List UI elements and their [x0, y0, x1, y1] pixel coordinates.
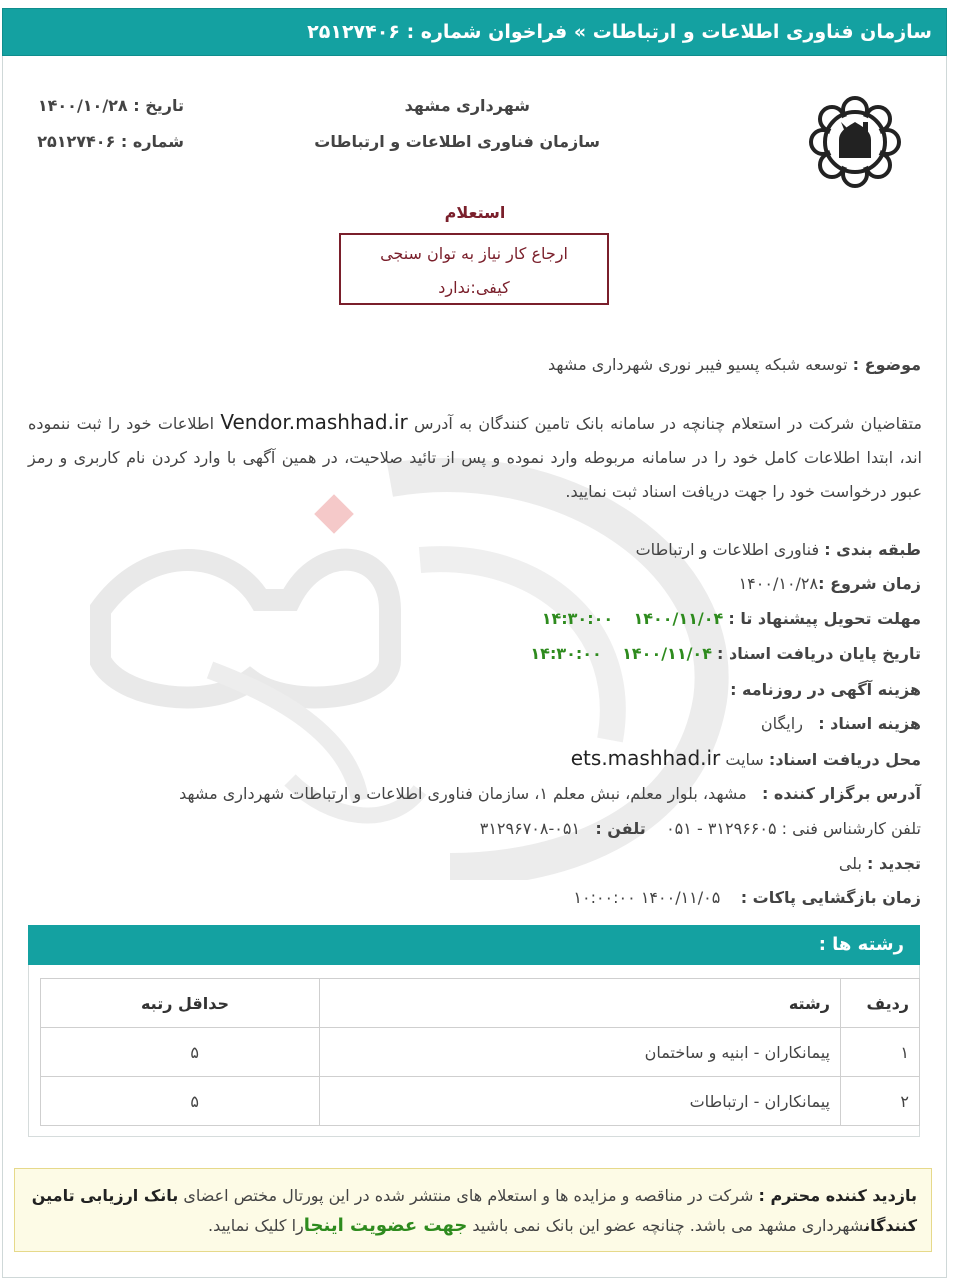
start-label: زمان شروع : [818, 574, 921, 593]
docs-end-date: ۱۴۰۰/۱۱/۰۴ [622, 644, 712, 663]
deadline-label: مهلت تحویل پیشنهاد تا : [728, 609, 921, 628]
intro-before: متقاضیان شرکت در استعلام چنانچه در سامانه بانک تامین کنندگان به آدرس [414, 414, 922, 433]
org-name-it: سازمان فناوری اطلاعات و ارتباطات [314, 132, 600, 151]
table-header-row [41, 979, 920, 1028]
doc-place-site-link[interactable]: ets.mashhad.ir [570, 746, 721, 770]
mashhad-municipality-logo-icon [805, 92, 905, 192]
technical-phone: تلفن کارشناس فنی : ۳۱۲۹۶۶۰۵ - ۰۵۱ [666, 819, 921, 838]
notice-bank-name: بانک ارزیابی تامین کنندگان [31, 1186, 917, 1235]
docs-end-label: تاریخ پایان دریافت اسناد : [717, 644, 921, 663]
column-header-row-number: ردیف [841, 979, 920, 1028]
doc-place-row [571, 746, 921, 770]
notice-text3: را کلیک نمایید. [207, 1216, 304, 1235]
min-rank: ۵ [41, 1028, 320, 1077]
vendor-address-link[interactable]: Vendor.mashhad.ir [220, 410, 408, 434]
category-row [636, 540, 921, 559]
field-name: پیمانکاران - ارتباطات [320, 1077, 841, 1126]
row-number: ۱ [841, 1028, 920, 1077]
inquiry-title: استعلام [444, 203, 506, 222]
doc-cost-label: هزینه اسناد : [818, 714, 921, 733]
category-label: طبقه بندی : [824, 540, 921, 559]
subject-label: موضوع : [852, 355, 921, 374]
deadline-row [542, 609, 921, 628]
organizer-label: آدرس برگزار کننده : [761, 784, 921, 803]
row-number: ۲ [841, 1077, 920, 1126]
page-header-bar [2, 8, 947, 56]
doc-place-label: محل دریافت اسناد: [768, 750, 921, 769]
column-header-min-rank: حداقل رتبه [41, 979, 320, 1028]
ad-cost-row [730, 680, 921, 699]
intro-paragraph [28, 405, 922, 509]
fields-table [40, 978, 920, 1126]
notice-text2: شهرداری مشهد می باشد. چنانچه عضو این بانک نمی باشید [472, 1216, 865, 1235]
phone-row [480, 819, 921, 838]
inquiry-box-line2: کیفی:ندارد [438, 278, 510, 297]
org-name-municipality: شهرداری مشهد [404, 96, 530, 115]
renewal-value: بلی [838, 854, 862, 873]
phone-label: تلفن : [595, 819, 646, 838]
organizer-value: مشهد، بلوار معلم، نبش معلم ۱، سازمان فناوری اطلاعات و ارتباطات شهرداری مشهد [179, 784, 747, 803]
page-header-title: سازمان فناوری اطلاعات و ارتباطات » فراخوان شماره : ۲۵۱۲۷۴۰۶ [307, 21, 932, 43]
field-name: پیمانکاران - ابنیه و ساختمان [320, 1028, 841, 1077]
table-row [41, 1028, 920, 1077]
column-header-field: رشته [320, 979, 841, 1028]
renewal-label: تجدید : [867, 854, 921, 873]
opening-label: زمان بازگشایی پاکات : [740, 888, 921, 907]
visitor-notice [14, 1168, 932, 1252]
opening-value: ۱۴۰۰/۱۱/۰۵ ۱۰:۰۰:۰۰ [573, 888, 721, 907]
deadline-date: ۱۴۰۰/۱۱/۰۴ [633, 609, 724, 628]
organizer-row [179, 784, 921, 803]
notice-text1: شرکت در مناقصه و مزایده ها و استعلام های منتشر شده در این پورتال مختص اعضای [183, 1186, 754, 1205]
deadline-time: ۱۴:۳۰:۰۰ [541, 609, 614, 628]
category-value: فناوری اطلاعات و ارتباطات [635, 540, 820, 559]
table-row [41, 1077, 920, 1126]
notice-greeting: بازدید کننده محترم : [758, 1186, 917, 1205]
inquiry-box-line1: ارجاع کار نیاز به توان سنجی [380, 244, 568, 263]
renewal-row [839, 854, 921, 873]
phone-value: ۰۵۱-۳۱۲۹۶۷۰۸ [479, 819, 581, 838]
fields-section-header [28, 925, 920, 965]
docs-end-time: ۱۴:۳۰:۰۰ [530, 644, 602, 663]
opening-row [573, 888, 921, 907]
min-rank: ۵ [41, 1077, 320, 1126]
letter-number: شماره : ۲۵۱۲۷۴۰۶ [37, 132, 184, 151]
subject-value: توسعه شبکه پسیو فیبر نوری شهرداری مشهد [548, 355, 848, 374]
start-value: ۱۴۰۰/۱۰/۲۸ [738, 574, 819, 593]
doc-place-prefix: سایت [725, 750, 764, 769]
doc-cost-row [761, 714, 921, 733]
letter-date: تاریخ : ۱۴۰۰/۱۰/۲۸ [37, 96, 184, 115]
fields-section-title: رشته ها : [818, 934, 904, 955]
subject-line [548, 355, 921, 374]
ad-cost-label: هزینه آگهی در روزنامه : [730, 680, 921, 699]
intro-after: اطلاعات خود را ثبت ننموده اند، ابتدا اطلاعات کامل خود را در سامانه مربوطه وارد نموده و پس از تائید صلاحیت، در همین آگهی با وارد کردن نام کاربری و رمز عبور درخواست خود را جهت دریافت اسناد ثبت نمایید. [28, 414, 922, 501]
membership-link[interactable]: جهت عضویت اینجا [303, 1215, 468, 1236]
docs-end-row [530, 644, 921, 663]
start-row [739, 574, 921, 593]
doc-cost-value: رایگان [760, 714, 803, 733]
inquiry-box [339, 233, 609, 305]
